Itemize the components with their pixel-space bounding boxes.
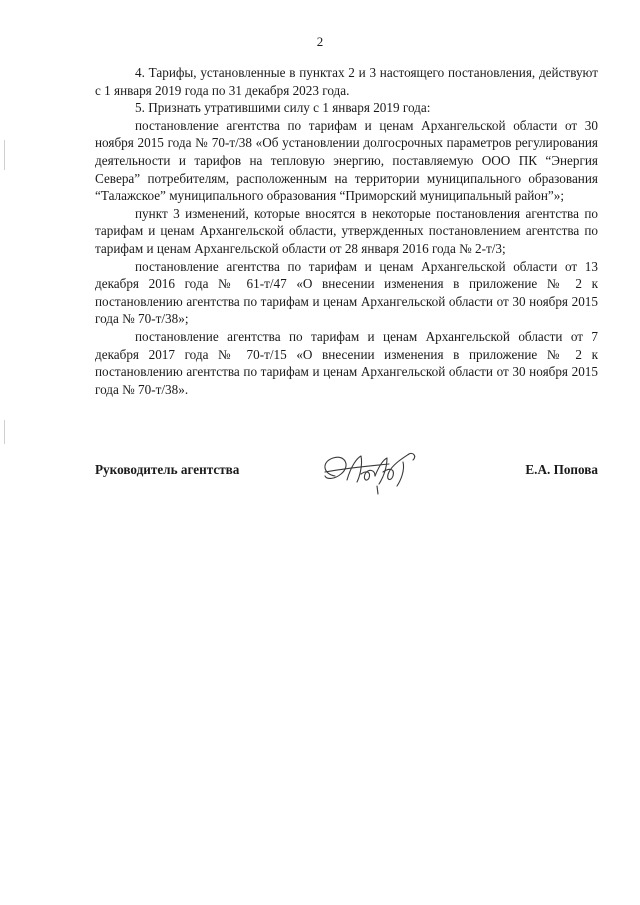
page-number: 2: [316, 34, 324, 49]
signatory-position: Руководитель агентства: [95, 462, 240, 477]
scan-margin-mark: [4, 420, 5, 444]
paragraph-repeal-item-2: пункт 3 изменений, которые вносятся в некоторые постановления агентства по тарифам и ценам Архангельской области, утвержденных постановлением агентства по тарифам и ценам Архангельской области от 28 января 2016 года № 2-т/3;: [95, 205, 598, 256]
handwritten-signature: [317, 446, 429, 496]
paragraph-repeal-item-3: постановление агентства по тарифам и ценам Архангельской области от 13 декабря 2016 года № 61-т/47 «О внесении изменения в приложение № 2 к постановлению агентства по тарифам и ценам Архангельской области от 30 ноября 2015 года № 70-т/38»;: [95, 258, 598, 327]
paragraph-repeal-item-4: постановление агентства по тарифам и ценам Архангельской области от 7 декабря 2017 года № 70-т/15 «О внесении изменения в приложение № 2 к постановлению агентства по тарифам и ценам Архангельской области от 30 ноября 2015 года № 70-т/38».: [95, 328, 598, 397]
signatory-name: Е.А. Попова: [525, 462, 598, 477]
signature-block: [95, 460, 598, 500]
document-body: [95, 64, 598, 398]
paragraph-repeal-item-1: постановление агентства по тарифам и ценам Архангельской области от 30 ноября 2015 года № 70-т/38 «Об установлении долгосрочных параметров регулирования деятельности и тарифов на тепловую энергию, поставляемую ООО ПК “Энергия Севера” потребителям, расположенным на территории муниципального образования “Талажское” муниципального образования “Приморский муниципальный район”»;: [95, 117, 598, 204]
scan-margin-mark: [4, 140, 5, 170]
paragraph-tariffs-validity: 4. Тарифы, установленные в пунктах 2 и 3 настоящего постановления, действуют с 1 января 2019 года по 31 декабря 2023 года.: [95, 65, 598, 98]
paragraph-repeal-intro: 5. Признать утратившими силу с 1 января 2019 года:: [135, 100, 431, 116]
